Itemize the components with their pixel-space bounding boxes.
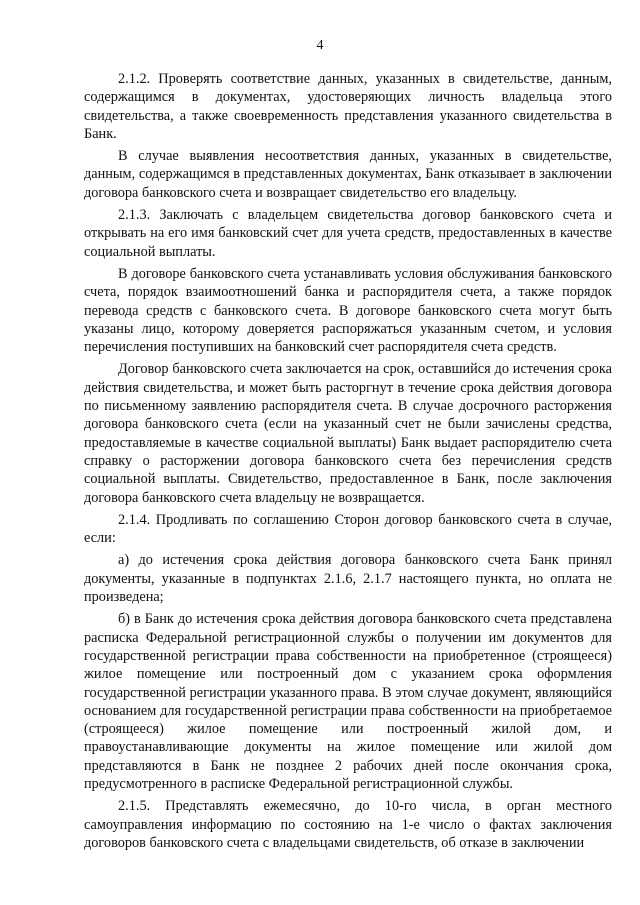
paragraph-2-1-2: 2.1.2. Проверять соответствие данных, указанных в свидетельстве, данным, содержащимся в документах, удостоверяющих личность владельца этого свидетельства, а также своевременность представления указанного свидетельства в Банк. [84,71,612,142]
paragraph-item-a: а) до истечения срока действия договора банковского счета Банк принял документы, указанные в подпунктах 2.1.6, 2.1.7 настоящего пункта, но оплата не произведена; [84,552,612,606]
paragraph-2-1-4: 2.1.4. Продливать по соглашению Сторон договор банковского счета в случае, если: [84,511,612,547]
paragraph-item-b: б) в Банк до истечения срока действия договора банковского счета представлена расписка Федеральной регистрационной службы о получении им документов для государственной регистрации права собственности на приобретенное (строящееся) жилое помещение или построенный дом с указанием срока оформления государственной регистрации указанного права. В этом случае документ, являющийся основанием для государственной регистрации права собственности на приобретаемое (строящееся) жилое помещение или построенный жилой дом, и правоустанавливающие документы на жилое помещение или жилой дом представляются в Банк не позднее 2 рабочих дней после окончания срока, предусмотренного в расписке Федеральной регистрационной службы. [84,611,612,792]
paragraph-contract-term: Договор банковского счета заключается на срок, оставшийся до истечения срока действия свидетельства, и может быть расторгнут в течение срока действия договора по письменному заявлению распорядителя счета. В случае досрочного расторжения договора банковского счета (если на указанный счет не были зачислены средства, предоставляемые в качестве социальной выплаты) Банк выдает распорядителю счета справку о расторжении договора банковского счета без перечисления средств социальной выплаты. Свидетельство, предоставленное в Банк, после заключения договора банковского счета владельцу не возвращается. [84,361,612,506]
paragraph-2-1-5: 2.1.5. Представлять ежемесячно, до 10-го числа, в орган местного самоуправления информацию по состоянию на 1-е число о фактах заключения договоров банковского счета с владельцами свидетельств, об отказе в заключении [84,798,612,851]
paragraph-account-conditions: В договоре банковского счета устанавливать условия обслуживания банковского счета, порядок взаимоотношений банка и распорядителя счета, а также порядок перевода средств с банковского счета. В договоре банковского счета могут быть указаны лицо, которому доверяется распоряжаться указанным счетом, и условия перечисления поступивших на банковский счет распорядителя счета средств. [84,265,612,356]
page-number: 4 [316,38,324,53]
paragraph-2-1-3: 2.1.3. Заключать с владельцем свидетельства договор банковского счета и открывать на его имя банковский счет для учета средств, предоставленных в качестве социальной выплаты. [84,207,612,260]
paragraph-mismatch-case: В случае выявления несоответствия данных, указанных в свидетельстве, данным, содержащимся в представленных документах, Банк отказывает в заключении договора банковского счета и возвращает свидетельство его владельцу. [84,148,612,201]
document-body [84,70,612,856]
